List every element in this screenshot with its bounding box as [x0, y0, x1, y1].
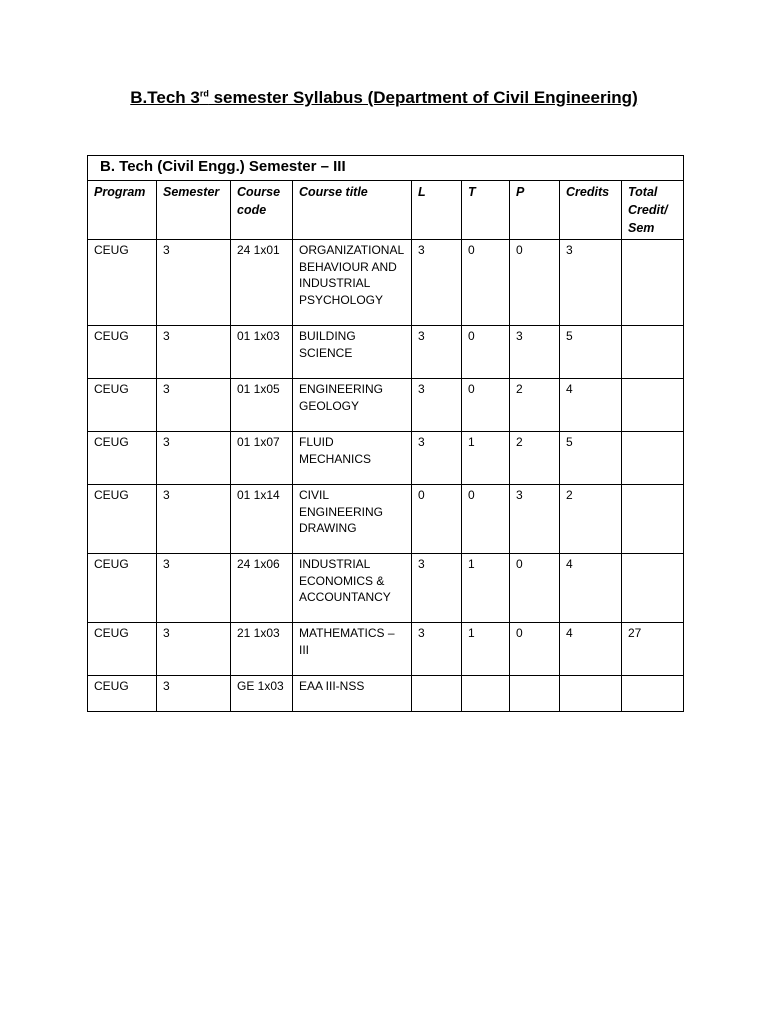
cell-program: CEUG	[88, 326, 157, 379]
cell-t: 1	[462, 432, 510, 485]
page-title-prefix: B.Tech 3	[130, 88, 200, 107]
cell-credits: 2	[560, 485, 622, 554]
cell-title: BUILDING SCIENCE	[293, 326, 412, 379]
cell-semester: 3	[157, 379, 231, 432]
cell-title: FLUID MECHANICS	[293, 432, 412, 485]
cell-semester: 3	[157, 554, 231, 623]
cell-p: 3	[510, 326, 560, 379]
page-title	[0, 88, 768, 108]
cell-credits: 4	[560, 623, 622, 676]
syllabus-table	[87, 155, 684, 712]
cell-l: 3	[412, 432, 462, 485]
cell-l: 0	[412, 485, 462, 554]
cell-code: 01 1x05	[231, 379, 293, 432]
cell-credits: 3	[560, 240, 622, 326]
cell-title: CIVIL ENGINEERING DRAWING	[293, 485, 412, 554]
cell-program: CEUG	[88, 623, 157, 676]
page-title-superscript: rd	[199, 88, 209, 99]
column-header-t: T	[462, 181, 510, 240]
cell-semester: 3	[157, 240, 231, 326]
table-caption-row	[88, 156, 684, 181]
cell-credits: 5	[560, 432, 622, 485]
cell-p: 0	[510, 554, 560, 623]
cell-title: INDUSTRIAL ECONOMICS & ACCOUNTANCY	[293, 554, 412, 623]
cell-credits	[560, 676, 622, 712]
column-header-semester: Semester	[157, 181, 231, 240]
cell-code: GE 1x03	[231, 676, 293, 712]
cell-t: 0	[462, 240, 510, 326]
cell-l: 3	[412, 326, 462, 379]
cell-total	[622, 554, 684, 623]
cell-t: 1	[462, 623, 510, 676]
column-header-p: P	[510, 181, 560, 240]
cell-t: 1	[462, 554, 510, 623]
cell-t: 0	[462, 326, 510, 379]
cell-credits: 4	[560, 379, 622, 432]
table-row	[88, 240, 684, 326]
column-header-credits: Credits	[560, 181, 622, 240]
cell-program: CEUG	[88, 554, 157, 623]
cell-p: 2	[510, 432, 560, 485]
cell-credits: 5	[560, 326, 622, 379]
table-row	[88, 326, 684, 379]
table-caption: B. Tech (Civil Engg.) Semester – III	[88, 156, 684, 181]
cell-p: 0	[510, 623, 560, 676]
cell-program: CEUG	[88, 379, 157, 432]
table-row	[88, 379, 684, 432]
cell-code: 24 1x06	[231, 554, 293, 623]
cell-p: 2	[510, 379, 560, 432]
table-row	[88, 623, 684, 676]
cell-code: 01 1x07	[231, 432, 293, 485]
cell-l: 3	[412, 554, 462, 623]
cell-l: 3	[412, 623, 462, 676]
cell-code: 21 1x03	[231, 623, 293, 676]
table-row	[88, 676, 684, 712]
cell-program: CEUG	[88, 676, 157, 712]
table-row	[88, 485, 684, 554]
cell-p	[510, 676, 560, 712]
cell-total	[622, 485, 684, 554]
column-header-program: Program	[88, 181, 157, 240]
cell-title: EAA III-NSS	[293, 676, 412, 712]
cell-semester: 3	[157, 485, 231, 554]
cell-title: MATHEMATICS – III	[293, 623, 412, 676]
cell-total	[622, 379, 684, 432]
cell-total	[622, 676, 684, 712]
cell-semester: 3	[157, 623, 231, 676]
column-header-course-code: Course code	[231, 181, 293, 240]
cell-code: 01 1x03	[231, 326, 293, 379]
cell-program: CEUG	[88, 485, 157, 554]
cell-program: CEUG	[88, 432, 157, 485]
cell-semester: 3	[157, 676, 231, 712]
table-row	[88, 432, 684, 485]
cell-code: 01 1x14	[231, 485, 293, 554]
cell-p: 3	[510, 485, 560, 554]
column-header-l: L	[412, 181, 462, 240]
cell-t	[462, 676, 510, 712]
cell-total	[622, 432, 684, 485]
column-header-course-title: Course title	[293, 181, 412, 240]
cell-l	[412, 676, 462, 712]
cell-total	[622, 240, 684, 326]
cell-l: 3	[412, 240, 462, 326]
cell-semester: 3	[157, 432, 231, 485]
cell-title: ORGANIZATIONAL BEHAVIOUR AND INDUSTRIAL PSYCHOLOGY	[293, 240, 412, 326]
cell-t: 0	[462, 485, 510, 554]
table-header-row	[88, 181, 684, 240]
column-header-total: Total Credit/ Sem	[622, 181, 684, 240]
cell-credits: 4	[560, 554, 622, 623]
cell-total	[622, 326, 684, 379]
cell-p: 0	[510, 240, 560, 326]
cell-l: 3	[412, 379, 462, 432]
page-title-suffix: semester Syllabus (Department of Civil Engineering)	[208, 88, 638, 107]
cell-semester: 3	[157, 326, 231, 379]
cell-program: CEUG	[88, 240, 157, 326]
cell-title: ENGINEERING GEOLOGY	[293, 379, 412, 432]
cell-t: 0	[462, 379, 510, 432]
table-row	[88, 554, 684, 623]
table-body	[88, 240, 684, 712]
cell-total: 27	[622, 623, 684, 676]
cell-code: 24 1x01	[231, 240, 293, 326]
